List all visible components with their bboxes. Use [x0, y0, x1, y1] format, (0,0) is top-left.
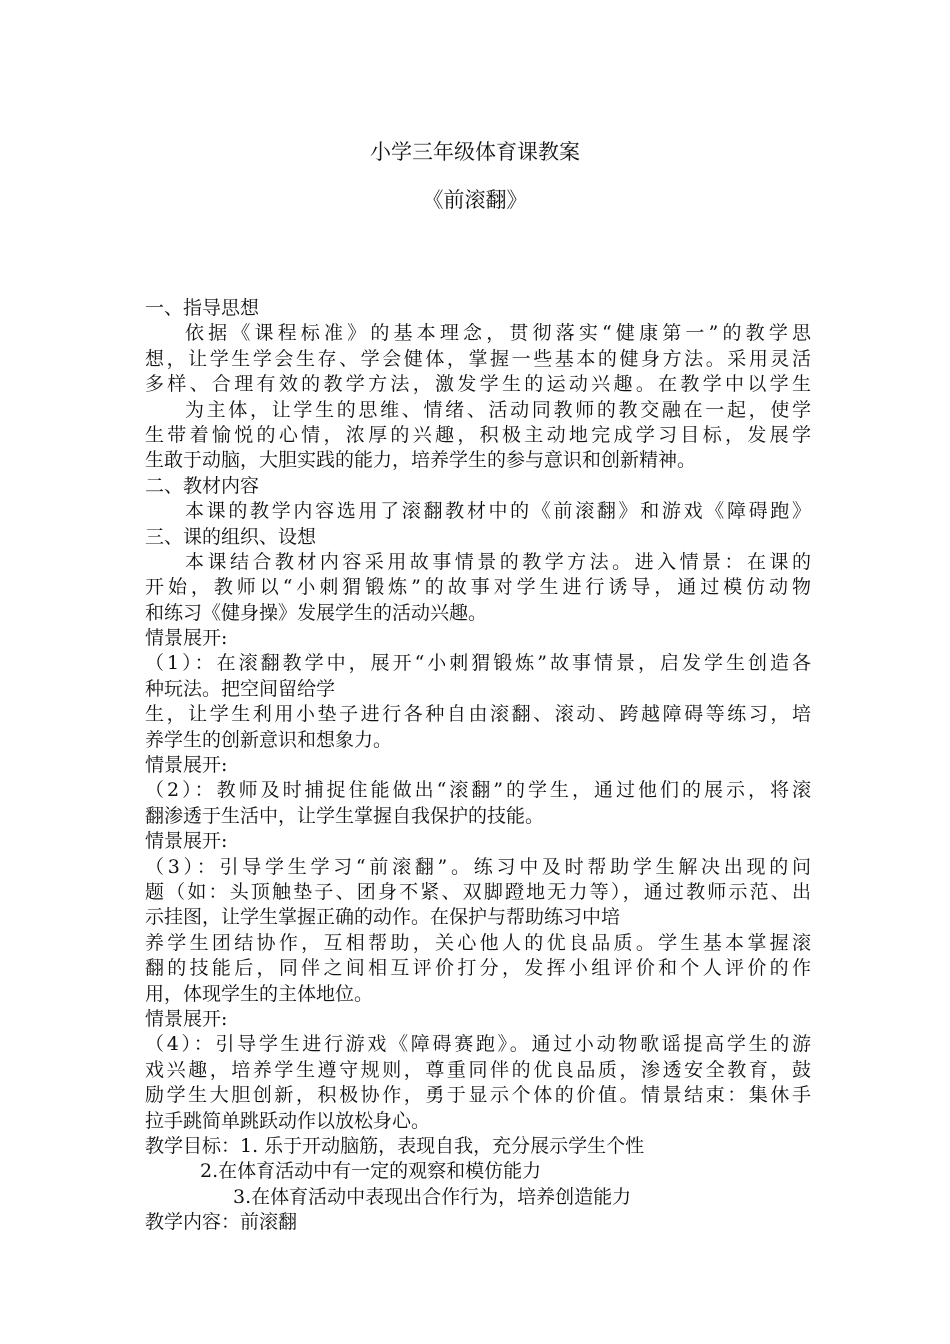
text-line: 开始，教师以“小刺猬锻炼”的故事对学生进行诱导，通过模仿动物 [145, 576, 811, 599]
text-line: 生敢于动脑，大胆实践的能力，培养学生的参与意识和创新精神。 [145, 449, 697, 472]
text-line: 情景展开: [145, 830, 228, 853]
text-line: 示挂图，让学生掌握正确的动作。在保护与帮助练习中培 [145, 906, 621, 929]
text-line: 教学内容：前滚翻 [145, 1211, 298, 1234]
text-line: （3）：引导学生学习“前滚翻”。练习中及时帮助学生解决出现的问 [145, 855, 811, 878]
text-line: 情景展开: [145, 754, 228, 777]
text-line: （4）：引导学生进行游戏《障碍赛跑》。通过小动物歌谣提高学生的游 [145, 1033, 811, 1056]
text-line: 三、课的组织、设想 [145, 525, 317, 548]
text-line: 教学目标：1. 乐于开动脑筋，表现自我，充分展示学生个性 [145, 1134, 645, 1157]
text-line: 3.在体育活动中表现出合作行为，培养创造能力 [233, 1185, 632, 1208]
text-line: （1）：在滚翻教学中，展开“小刺猬锻炼”故事情景，启发学生创造各 [145, 652, 811, 675]
text-line: 本课结合教材内容采用故事情景的教学方法。进入情景：在课的 [185, 550, 811, 573]
text-line: 多样、合理有效的教学方法，激发学生的运动兴趣。在教学中以学生 [145, 373, 811, 396]
text-line: 二、教材内容 [145, 474, 260, 497]
text-line: 想，让学生学会生存、学会健体，掌握一些基本的健身方法。采用灵活 [145, 347, 811, 370]
document-title: 小学三年级体育课教案 [370, 140, 580, 164]
text-line: 生带着愉悦的心情，浓厚的兴趣，积极主动地完成学习目标，发展学 [145, 423, 811, 446]
text-line: 依据《课程标准》的基本理念，贯彻落实“健康第一”的教学思 [185, 322, 811, 345]
text-line: 用，体现学生的主体地位。 [145, 982, 374, 1005]
text-line: 情景展开: [145, 627, 228, 650]
text-line: 一、指导思想 [145, 297, 260, 319]
text-line: （2）：教师及时捕捉住能做出“滚翻”的学生，通过他们的展示，将滚 [145, 779, 811, 802]
text-line: 情景展开: [145, 1007, 228, 1030]
text-line: 励学生大胆创新，积极协作，勇于显示个体的价值。情景结束：集休手 [145, 1084, 811, 1107]
text-line: 戏兴趣，培养学生遵守规则，尊重同伴的优良品质，渗透安全教育，鼓 [145, 1058, 811, 1081]
text-line: 养学生的创新意识和想象力。 [145, 728, 393, 751]
text-line: 生，让学生利用小垫子进行各种自由滚翻、滚动、跨越障碍等练习，培 [145, 703, 811, 726]
document-subtitle: 《前滚翻》 [422, 188, 528, 212]
text-line: 为主体，让学生的思维、情绪、活动同教师的教交融在一起，使学 [185, 398, 811, 421]
text-line: 2.在体育活动中有一定的观察和模仿能力 [200, 1160, 542, 1183]
text-line: 拉手跳简单跳跃动作以放松身心。 [145, 1109, 431, 1132]
text-line: 和练习《健身操》发展学生的活动兴趣。 [145, 601, 488, 624]
text-line: 题（如：头顶触垫子、团身不紧、双脚蹬地无力等），通过教师示范、出 [145, 880, 811, 903]
text-line: 本课的教学内容选用了滚翻教材中的《前滚翻》和游戏《障碍跑》 [185, 500, 811, 523]
text-line: 种玩法。把空间留给学 [145, 677, 336, 700]
text-line: 养学生团结协作，互相帮助，关心他人的优良品质。学生基本掌握滚 [145, 931, 811, 954]
text-line: 翻渗透于生活中，让学生掌握自我保护的技能。 [145, 804, 545, 827]
text-line: 翻的技能后，同伴之间相互评价打分，发挥小组评价和个人评价的作 [145, 957, 811, 980]
document-body [145, 296, 811, 1235]
